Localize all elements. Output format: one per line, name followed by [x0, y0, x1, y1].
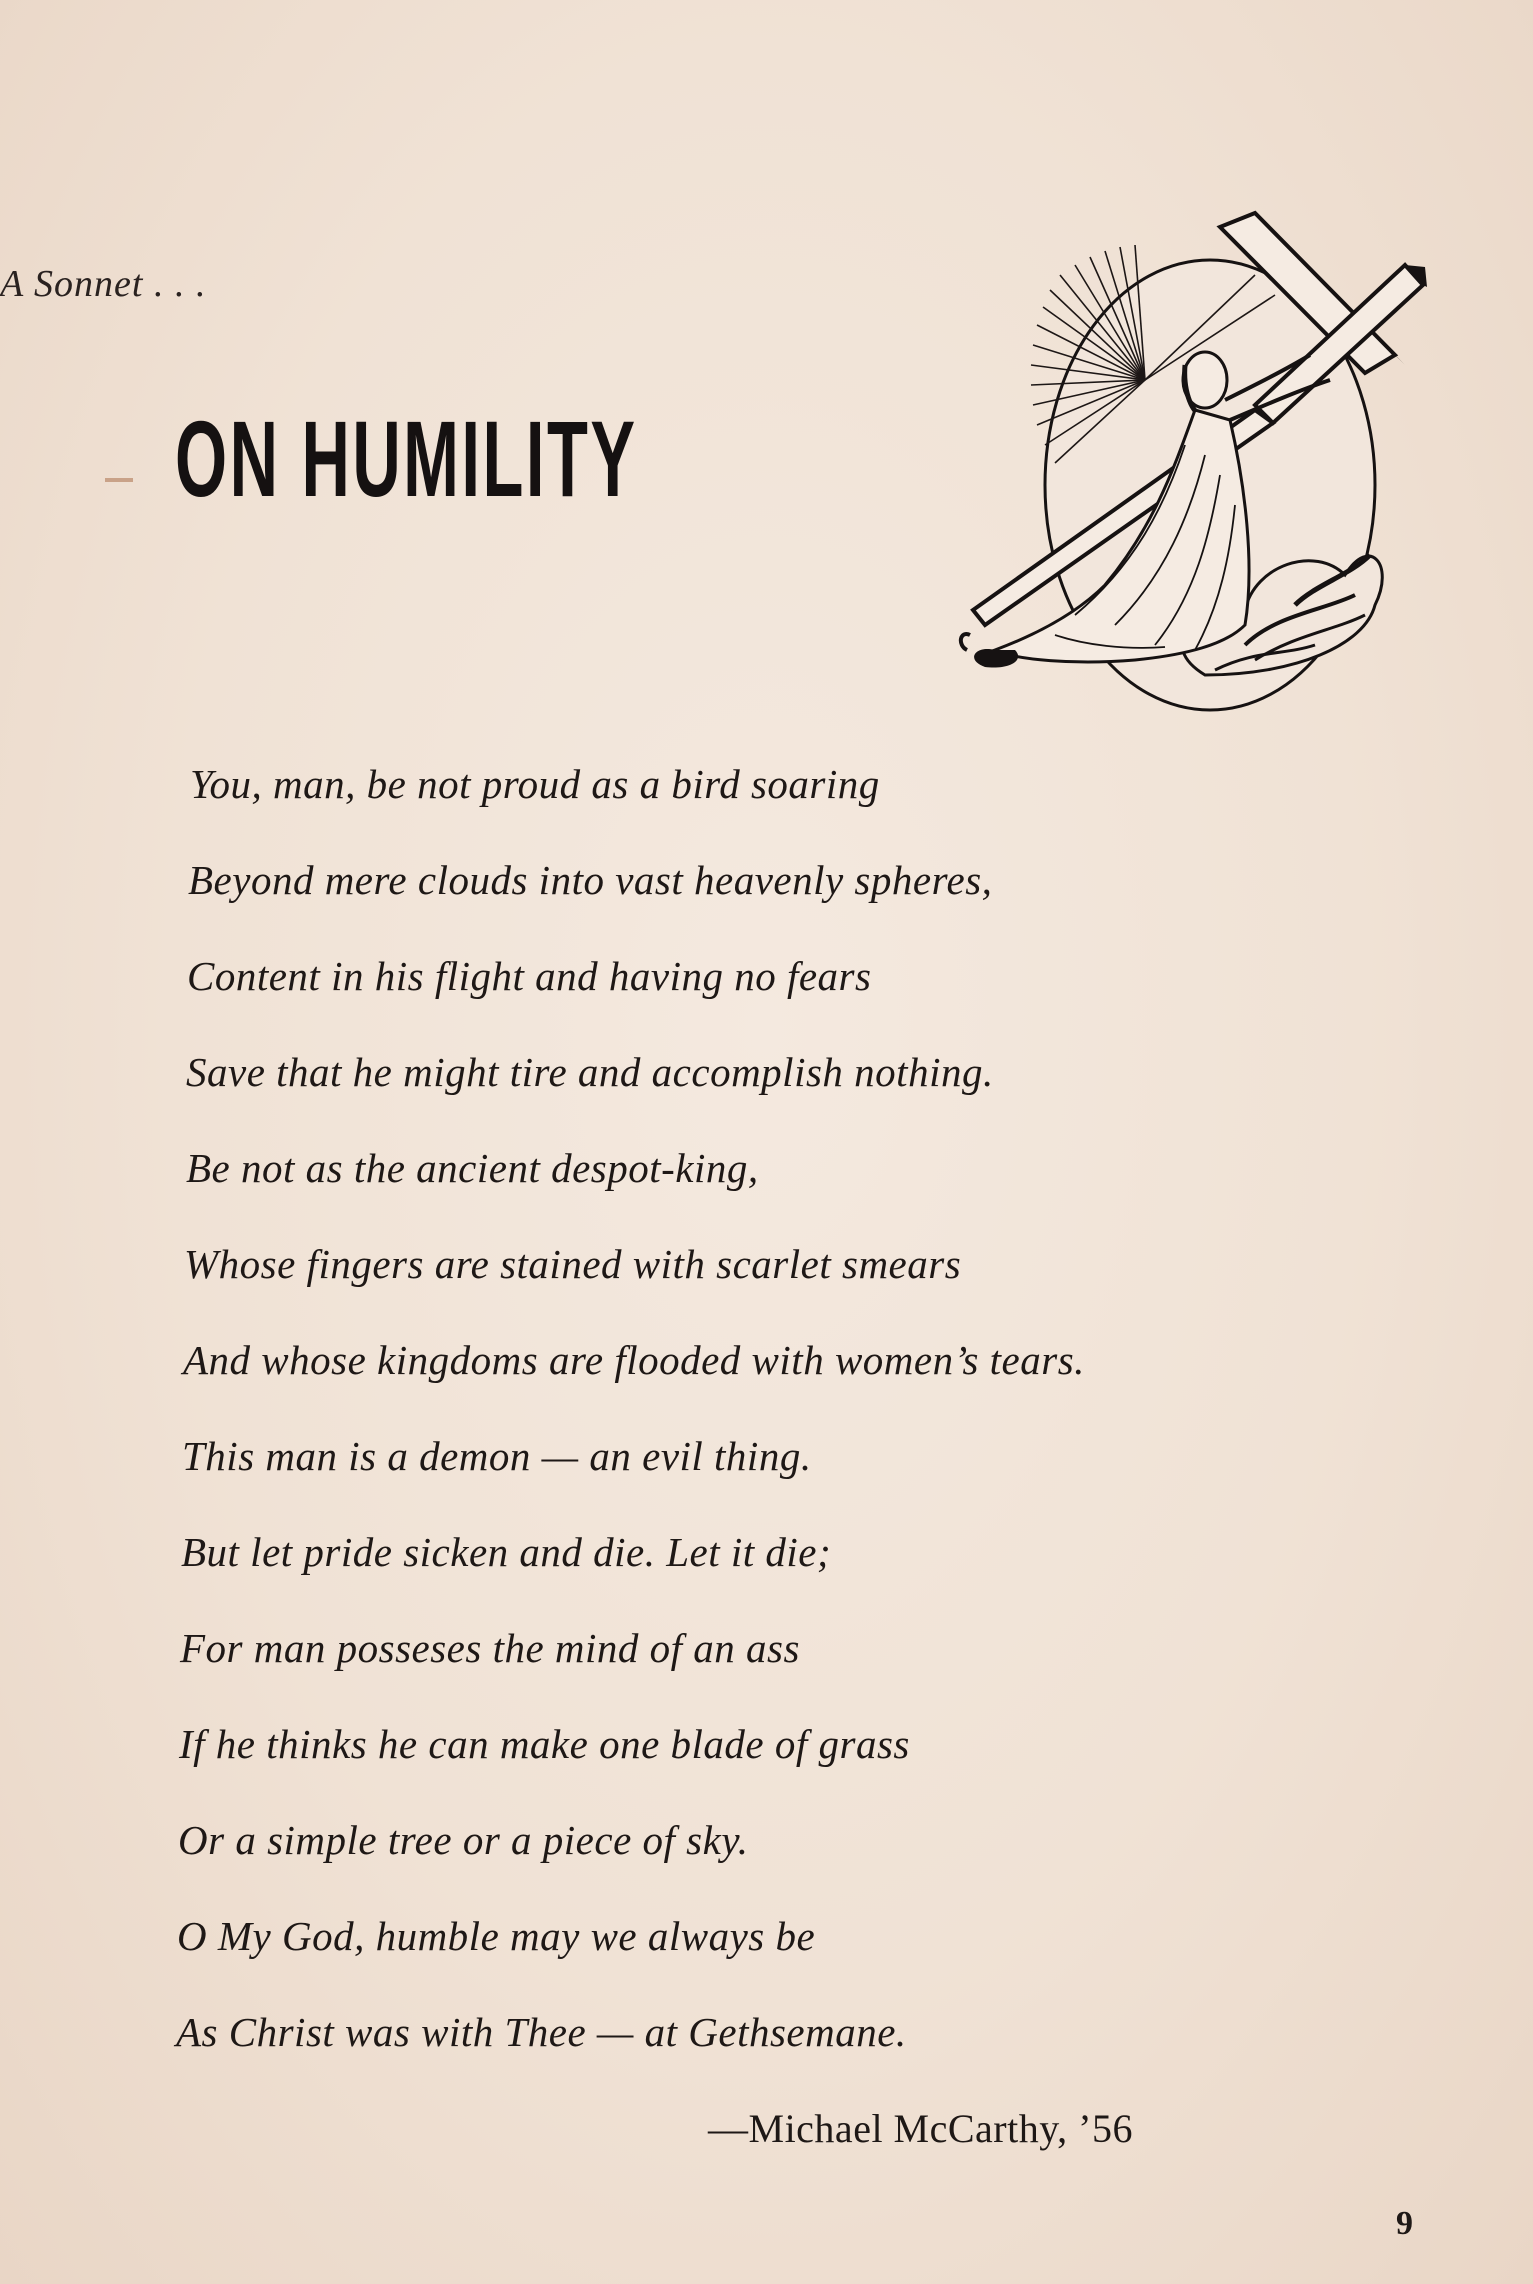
poem-line: Whose fingers are stained with scarlet smears: [184, 1241, 962, 1287]
poem-line: Save that he might tire and accomplish nothing.: [186, 1049, 994, 1095]
page-number: 9: [1396, 2205, 1413, 2242]
poem-line: Content in his flight and having no fears: [187, 953, 872, 999]
poem-line: But let pride sicken and die. Let it die;: [181, 1529, 832, 1575]
poem-line: As Christ was with Thee — at Gethsemane.: [176, 2009, 907, 2055]
christ-carrying-cross-icon: [955, 205, 1435, 725]
poem-line: O My God, humble may we always be: [177, 1913, 816, 1959]
kicker-text: A Sonnet . . .: [0, 263, 207, 305]
poem-line: Be not as the ancient despot-king,: [186, 1145, 759, 1191]
poem-line: And whose kingdoms are flooded with women’s tears.: [183, 1337, 1085, 1383]
poem-line: For man posseses the mind of an ass: [180, 1625, 800, 1671]
poem-line: You, man, be not proud as a bird soaring: [190, 761, 880, 807]
poem-line: Or a simple tree or a piece of sky.: [178, 1817, 749, 1863]
margin-mark: [105, 478, 133, 482]
poem-title: ON HUMILITY: [175, 398, 638, 519]
poem-line: If he thinks he can make one blade of grass: [179, 1721, 910, 1767]
poem-line: This man is a demon — an evil thing.: [182, 1433, 812, 1479]
author-attribution: —Michael McCarthy, ’56: [708, 2106, 1133, 2151]
poem-line: Beyond mere clouds into vast heavenly spheres,: [188, 857, 993, 903]
